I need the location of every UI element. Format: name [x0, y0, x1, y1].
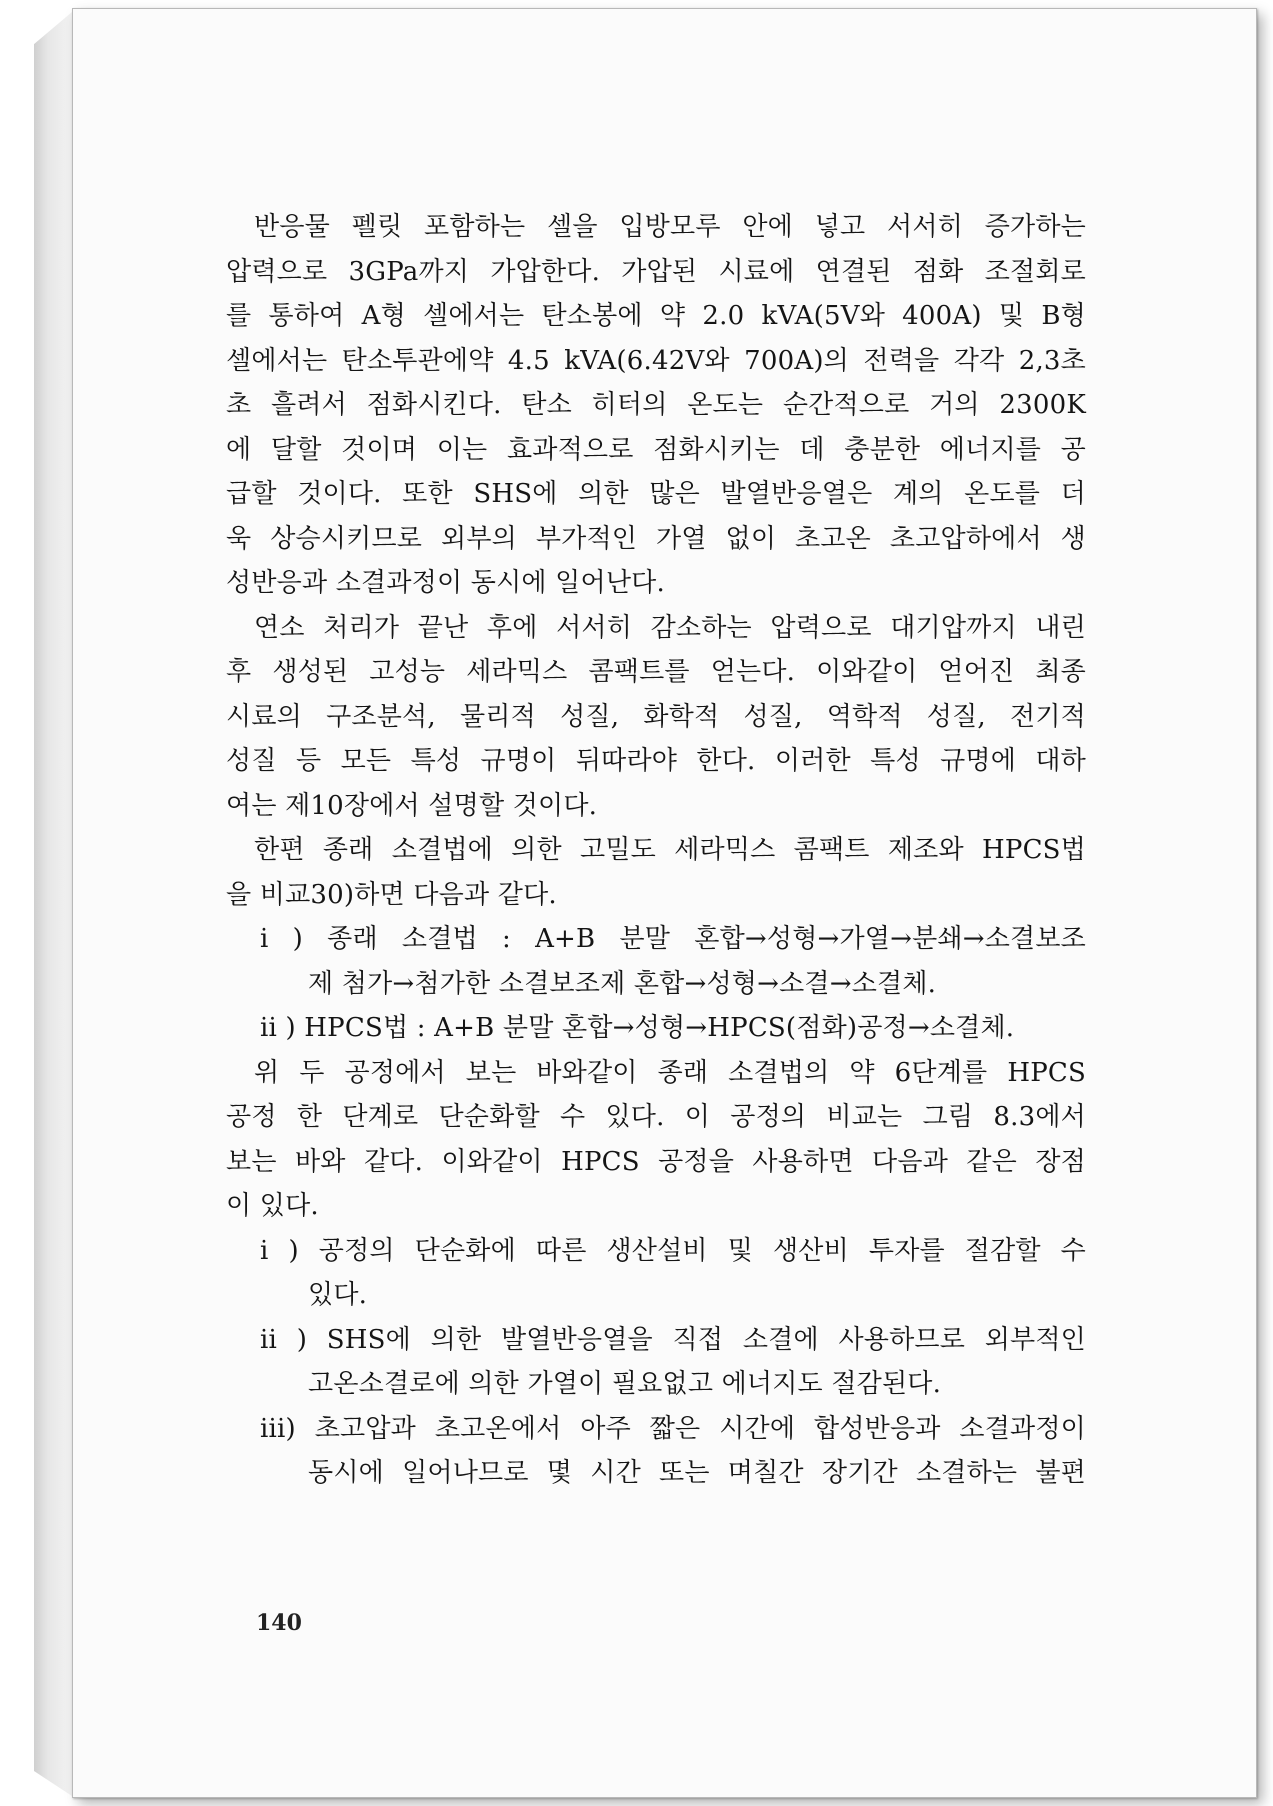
page-body [226, 205, 1086, 1496]
text-line: 를 통하여 A형 셀에서는 탄소봉에 약 2.0 kVA(5V와 400A) 및 B형 [226, 301, 1086, 331]
list-item: ii ) SHS에 의한 발열반응열을 직접 소결에 사용하므로 외부적인 [260, 1324, 1086, 1355]
list-item: iii) 초고압과 초고온에서 아주 짧은 시간에 합성반응과 소결과정이 [260, 1413, 1086, 1444]
list-item-continuation: 있다. [308, 1280, 368, 1310]
list-item-continuation: 동시에 일어나므로 몇 시간 또는 며칠간 장기간 소결하는 불편 [308, 1458, 1086, 1488]
text-line: 이 있다. [226, 1191, 319, 1221]
list-item: i ) 종래 소결법 : A+B 분말 혼합→성형→가열→분쇄→소결보조 [260, 924, 1086, 954]
list-item-continuation: 고온소결로에 의한 가열이 필요없고 에너지도 절감된다. [308, 1369, 942, 1399]
list-item-continuation: 제 첨가→첨가한 소결보조제 혼합→성형→소결→소결체. [308, 968, 937, 999]
text-line: 에 달할 것이며 이는 효과적으로 점화시키는 데 충분한 에너지를 공 [226, 434, 1086, 465]
text-line: 한편 종래 소결법에 의한 고밀도 세라믹스 콤팩트 제조와 HPCS법 [254, 835, 1086, 865]
text-line: 여는 제10장에서 설명할 것이다. [226, 790, 598, 821]
text-line: 후 생성된 고성능 세라믹스 콤팩트를 얻는다. 이와같이 얻어진 최종 [226, 657, 1086, 687]
text-line: 위 두 공정에서 보는 바와같이 종래 소결법의 약 6단계를 HPCS [254, 1057, 1086, 1088]
text-line: 셀에서는 탄소투관에약 4.5 kVA(6.42V와 700A)의 전력을 각각 2,3초 [226, 345, 1086, 376]
book-spine [34, 12, 72, 1796]
text-line: 시료의 구조분석, 물리적 성질, 화학적 성질, 역학적 성질, 전기적 [226, 701, 1086, 732]
list-item: ii ) HPCS법 : A+B 분말 혼합→성형→HPCS(점화)공정→소결체. [260, 1013, 1015, 1043]
text-line: 초 흘려서 점화시킨다. 탄소 히터의 온도는 순간적으로 거의 2300K [226, 390, 1086, 420]
page-number: 140 [256, 1610, 302, 1636]
text-line: 급할 것이다. 또한 SHS에 의한 많은 발열반응열은 계의 온도를 더 [226, 479, 1086, 509]
text-line: 연소 처리가 끝난 후에 서서히 감소하는 압력으로 대기압까지 내린 [254, 612, 1086, 643]
text-line: 을 비교30)하면 다음과 같다. [226, 879, 557, 910]
text-line: 욱 상승시키므로 외부의 부가적인 가열 없이 초고온 초고압하에서 생 [226, 523, 1086, 554]
text-line: 보는 바와 같다. 이와같이 HPCS 공정을 사용하면 다음과 같은 장점 [226, 1146, 1086, 1177]
text-line: 압력으로 3GPa까지 가압한다. 가압된 시료에 연결된 점화 조절회로 [226, 256, 1086, 287]
text-line: 성질 등 모든 특성 규명이 뒤따라야 한다. 이러한 특성 규명에 대하 [226, 746, 1086, 776]
text-line: 반응물 펠릿 포함하는 셀을 입방모루 안에 넣고 서서히 증가하는 [254, 212, 1086, 242]
text-line: 성반응과 소결과정이 동시에 일어난다. [226, 568, 665, 598]
text-line: 공정 한 단계로 단순화할 수 있다. 이 공정의 비교는 그림 8.3에서 [226, 1102, 1086, 1132]
list-item: i ) 공정의 단순화에 따른 생산설비 및 생산비 투자를 절감할 수 [260, 1235, 1086, 1266]
